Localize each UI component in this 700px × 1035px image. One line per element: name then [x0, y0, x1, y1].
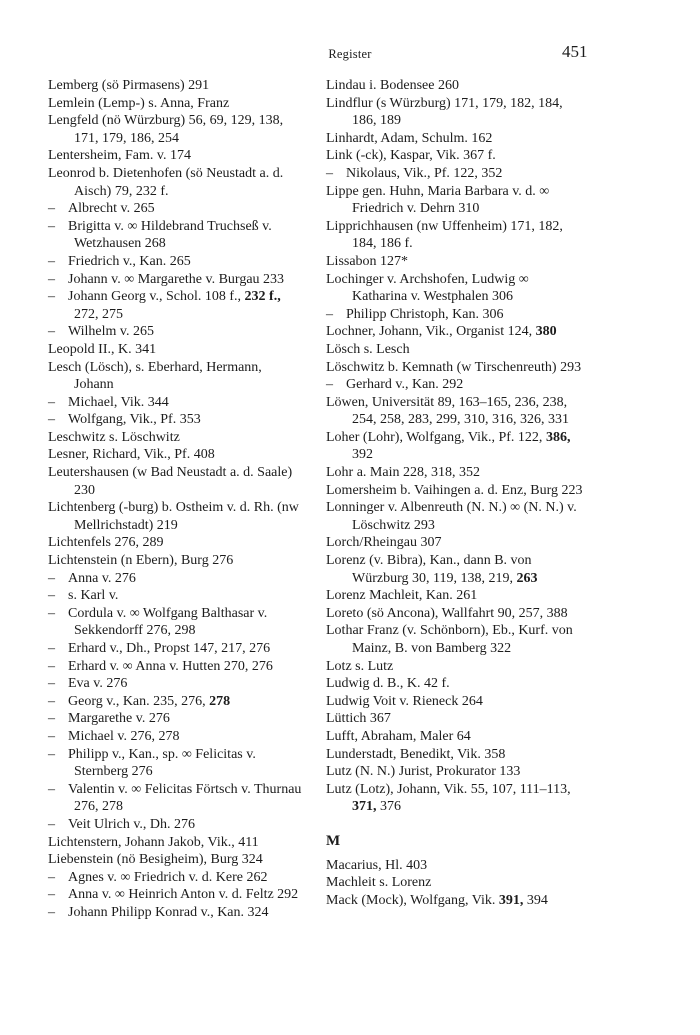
index-subentry	[48, 394, 303, 412]
entry-text: Leschwitz s. Löschwitz	[48, 429, 180, 445]
entry-text: Link (-ck), Kaspar, Vik. 367 f.	[326, 148, 496, 164]
index-entry	[48, 341, 303, 359]
index-entry	[48, 112, 303, 147]
index-subentry	[48, 693, 303, 711]
index-subentry	[48, 411, 303, 429]
entry-text-after: 394	[523, 892, 548, 908]
index-entry	[48, 534, 303, 552]
entry-text: Lunderstadt, Benedikt, Vik. 358	[326, 746, 506, 762]
index-column-left	[48, 77, 303, 922]
index-entry	[326, 728, 583, 746]
index-entry	[326, 587, 583, 605]
entry-text: Johann Philipp Konrad v., Kan. 324	[68, 904, 269, 920]
index-subentry	[48, 675, 303, 693]
entry-text: Lochner, Johann, Vik., Organist 124,	[326, 324, 536, 340]
entry-text-after: 376	[376, 799, 401, 815]
entry-text: Albrecht v. 265	[68, 201, 155, 217]
subentry-dash: –	[48, 816, 55, 832]
entry-text: Löwen, Universität 89, 163–165, 236, 238, 254, 258, 283, 299, 310, 316, 326, 331	[326, 394, 569, 428]
entry-text: Michael, Vik. 344	[68, 394, 169, 410]
index-subentry	[48, 288, 303, 323]
section-letter: M	[326, 832, 341, 849]
index-subentry	[48, 886, 303, 904]
entry-text: Lichtenberg (-burg) b. Ostheim v. d. Rh. (nw Mellrichstadt) 219	[48, 500, 299, 533]
subentry-dash: –	[48, 289, 55, 305]
index-entry	[326, 77, 583, 95]
index-subentry	[48, 587, 303, 605]
entry-text: Cordula v. ∞ Wolfgang Balthasar v. Sekkendorff 276, 298	[68, 605, 268, 639]
entry-text: Lochinger v. Archshofen, Ludwig ∞ Katharina v. Westphalen 306	[326, 271, 529, 305]
entry-text: Mack (Mock), Wolfgang, Vik.	[326, 892, 499, 908]
index-entry	[326, 534, 583, 552]
entry-text: Liebenstein (nö Besigheim), Burg 324	[48, 852, 263, 868]
entry-text: Lemberg (sö Pirmasens) 291	[48, 78, 210, 93]
index-entry	[326, 892, 583, 910]
entry-text: Leonrod b. Dietenhofen (sö Neustadt a. d. Aisch) 79, 232 f.	[48, 165, 284, 199]
subentry-dash: –	[48, 253, 55, 269]
index-subentry	[326, 165, 583, 183]
index-entry	[326, 482, 583, 500]
entry-text: Macarius, Hl. 403	[326, 857, 428, 873]
entry-text: Agnes v. ∞ Friedrich v. d. Kere 262	[68, 869, 268, 885]
index-subentry	[48, 658, 303, 676]
entry-text: Lesner, Richard, Vik., Pf. 408	[48, 447, 215, 463]
index-entry	[326, 552, 583, 587]
subentry-dash: –	[48, 588, 55, 604]
subentry-dash: –	[48, 869, 55, 885]
entry-text: Leutershausen (w Bad Neustadt a. d. Saale) 230	[48, 465, 293, 498]
index-subentry	[326, 306, 583, 324]
entry-text: Lesch (Lösch), s. Eberhard, Hermann, Johann	[48, 359, 262, 393]
entry-text: Philipp Christoph, Kan. 306	[346, 306, 504, 322]
index-entry	[326, 857, 583, 875]
entry-text: Lösch s. Lesch	[326, 341, 410, 357]
subentry-dash: –	[326, 306, 333, 322]
entry-text: Philipp v., Kan., sp. ∞ Felicitas v. Sternberg 276	[68, 746, 256, 780]
entry-text: Erhard v. ∞ Anna v. Hutten 270, 276	[68, 658, 273, 674]
entry-text: Lichtenstern, Johann Jakob, Vik., 411	[48, 834, 259, 850]
index-subentry	[48, 904, 303, 922]
index-entry	[326, 271, 583, 306]
index-entry	[326, 781, 583, 816]
index-entry	[48, 165, 303, 200]
index-entry	[326, 130, 583, 148]
entry-text: Lufft, Abraham, Maler 64	[326, 728, 471, 744]
entry-text: Eva v. 276	[68, 676, 128, 692]
entry-text: Georg v., Kan. 235, 276,	[68, 693, 210, 709]
entry-text-after: 272, 275	[74, 306, 123, 322]
entry-text: Lemlein (Lemp-) s. Anna, Franz	[48, 95, 230, 111]
index-column-right	[326, 77, 583, 909]
subentry-dash: –	[326, 377, 333, 393]
index-subentry	[48, 710, 303, 728]
index-entry	[48, 851, 303, 869]
entry-text: Loreto (sö Ancona), Wallfahrt 90, 257, 388	[326, 605, 568, 621]
entry-text: Anna v. 276	[68, 570, 136, 586]
index-entry	[326, 746, 583, 764]
subentry-dash: –	[48, 394, 55, 410]
index-entry	[48, 499, 303, 534]
index-entry	[48, 446, 303, 464]
entry-text: Ludwig Voit v. Rieneck 264	[326, 693, 483, 709]
entry-text: Margarethe v. 276	[68, 711, 170, 727]
entry-text: Lüttich 367	[326, 711, 391, 727]
entry-main-page-ref: 232 f.,	[244, 289, 281, 305]
index-entry	[326, 710, 583, 728]
subentry-dash: –	[48, 605, 55, 621]
subentry-dash: –	[48, 676, 55, 692]
running-header: Register	[328, 47, 372, 61]
subentry-dash: –	[48, 904, 55, 920]
subentry-dash: –	[48, 570, 55, 586]
subentry-dash: –	[48, 746, 55, 762]
index-entry	[326, 693, 583, 711]
entry-text: Lorenz (v. Bibra), Kan., dann B. von Würzburg 30, 119, 138, 219,	[326, 553, 532, 586]
index-entry	[326, 359, 583, 377]
index-entry	[48, 359, 303, 394]
index-entry	[326, 429, 583, 464]
index-entry	[326, 605, 583, 623]
index-entry	[326, 464, 583, 482]
index-entry	[326, 218, 583, 253]
index-entry	[326, 95, 583, 130]
subentry-dash: –	[326, 165, 333, 181]
entry-text: Gerhard v., Kan. 292	[346, 377, 464, 393]
index-subentry	[48, 781, 303, 816]
entry-text: Lipprichhausen (nw Uffenheim) 171, 182, 184, 186 f.	[326, 218, 563, 252]
entry-text: Lentersheim, Fam. v. 174	[48, 148, 191, 164]
subentry-dash: –	[48, 201, 55, 217]
index-entry	[48, 552, 303, 570]
entry-main-page-ref: 263	[516, 570, 538, 586]
index-entry	[48, 147, 303, 165]
entry-text: s. Karl v.	[68, 588, 119, 604]
index-subentry	[326, 376, 583, 394]
entry-text: Loher (Lohr), Wolfgang, Vik., Pf. 122,	[326, 429, 546, 445]
subentry-dash: –	[48, 412, 55, 428]
index-entry	[48, 464, 303, 499]
entry-text: Lindau i. Bodensee 260	[326, 78, 459, 93]
entry-text: Erhard v., Dh., Propst 147, 217, 276	[68, 641, 271, 656]
index-entry	[326, 183, 583, 218]
entry-text: Nikolaus, Vik., Pf. 122, 352	[346, 165, 503, 181]
entry-text: Lengfeld (nö Würzburg) 56, 69, 129, 138, 171, 179, 186, 254	[48, 113, 284, 146]
subentry-dash: –	[48, 728, 55, 744]
index-entry	[326, 763, 583, 781]
subentry-dash: –	[48, 324, 55, 340]
entry-text: Lothar Franz (v. Schönborn), Eb., Kurf. von Mainz, B. von Bamberg 322	[326, 623, 573, 656]
entry-text: Lohr a. Main 228, 318, 352	[326, 465, 480, 481]
entry-text: Lonninger v. Albenreuth (N. N.) ∞ (N. N.) v. Löschwitz 293	[326, 500, 577, 533]
entry-main-page-ref: 391,	[498, 892, 524, 908]
entry-text: Wilhelm v. 265	[68, 324, 155, 340]
entry-text: Valentin v. ∞ Felicitas Förtsch v. Thurnau 276, 278	[68, 781, 302, 815]
entry-text: Lissabon 127*	[326, 253, 409, 269]
index-entry	[48, 429, 303, 447]
index-entry	[326, 253, 583, 271]
index-entry	[326, 323, 583, 341]
entry-text: Lotz s. Lutz	[326, 658, 394, 674]
entry-text: Lindflur (s Würzburg) 171, 179, 182, 184, 186, 189	[326, 95, 563, 129]
subentry-dash: –	[48, 711, 55, 727]
entry-text: Lorch/Rheingau 307	[326, 535, 442, 551]
entry-text: Johann v. ∞ Margarethe v. Burgau 233	[68, 271, 285, 287]
entry-text: Lomersheim b. Vaihingen a. d. Enz, Burg 223	[326, 482, 583, 498]
index-entry	[326, 658, 583, 676]
entry-main-page-ref: 278	[209, 693, 231, 709]
index-entry	[326, 499, 583, 534]
entry-main-page-ref: 380	[535, 324, 557, 340]
entry-text: Linhardt, Adam, Schulm. 162	[326, 130, 493, 146]
entry-text: Lichtenfels 276, 289	[48, 535, 164, 551]
index-subentry	[48, 271, 303, 289]
entry-text: Machleit s. Lorenz	[326, 875, 432, 891]
entry-text: Lippe gen. Huhn, Maria Barbara v. d. ∞ Friedrich v. Dehrn 310	[326, 183, 550, 217]
index-subentry	[48, 323, 303, 341]
index-subentry	[48, 605, 303, 640]
entry-text: Lichtenstein (n Ebern), Burg 276	[48, 553, 234, 569]
index-entry	[326, 675, 583, 693]
index-entry	[326, 147, 583, 165]
entry-text: Brigitta v. ∞ Hildebrand Truchseß v. Wetzhausen 268	[68, 218, 272, 252]
index-subentry	[48, 869, 303, 887]
entry-main-page-ref: 371,	[352, 799, 377, 815]
entry-text: Ludwig d. B., K. 42 f.	[326, 676, 450, 692]
index-subentry	[48, 200, 303, 218]
subentry-dash: –	[48, 218, 55, 234]
index-entry	[326, 394, 583, 429]
index-entry	[326, 341, 583, 359]
entry-main-page-ref: 386,	[545, 429, 571, 445]
entry-text: Löschwitz b. Kemnath (w Tirschenreuth) 293	[326, 359, 582, 375]
index-entry	[48, 834, 303, 852]
entry-text: Lutz (N. N.) Jurist, Prokurator 133	[326, 764, 521, 780]
index-subentry	[48, 640, 303, 658]
subentry-dash: –	[48, 693, 55, 709]
page-number: 451	[562, 42, 588, 61]
entry-text-after: 392	[352, 447, 373, 463]
subentry-dash: –	[48, 781, 55, 797]
entry-text: Anna v. ∞ Heinrich Anton v. d. Feltz 292	[68, 887, 299, 903]
index-entry	[326, 622, 583, 657]
entry-text: Lutz (Lotz), Johann, Vik. 55, 107, 111–113,	[326, 781, 571, 797]
index-entry	[48, 77, 303, 95]
entry-text: Johann Georg v., Schol. 108 f.,	[68, 289, 245, 305]
entry-text: Friedrich v., Kan. 265	[68, 253, 191, 269]
entry-text: Lorenz Machleit, Kan. 261	[326, 588, 478, 604]
index-subentry	[48, 570, 303, 588]
subentry-dash: –	[48, 271, 55, 287]
subentry-dash: –	[48, 887, 55, 903]
subentry-dash: –	[48, 658, 55, 674]
entry-text: Michael v. 276, 278	[68, 728, 180, 744]
subentry-dash: –	[48, 641, 55, 656]
entry-text: Leopold II., K. 341	[48, 341, 157, 357]
index-subentry	[48, 746, 303, 781]
index-subentry	[48, 218, 303, 253]
entry-text: Wolfgang, Vik., Pf. 353	[68, 412, 201, 428]
index-entry	[48, 95, 303, 113]
index-subentry	[48, 728, 303, 746]
entry-text: Veit Ulrich v., Dh. 276	[68, 816, 196, 832]
index-subentry	[48, 253, 303, 271]
index-entry	[326, 874, 583, 892]
index-subentry	[48, 816, 303, 834]
